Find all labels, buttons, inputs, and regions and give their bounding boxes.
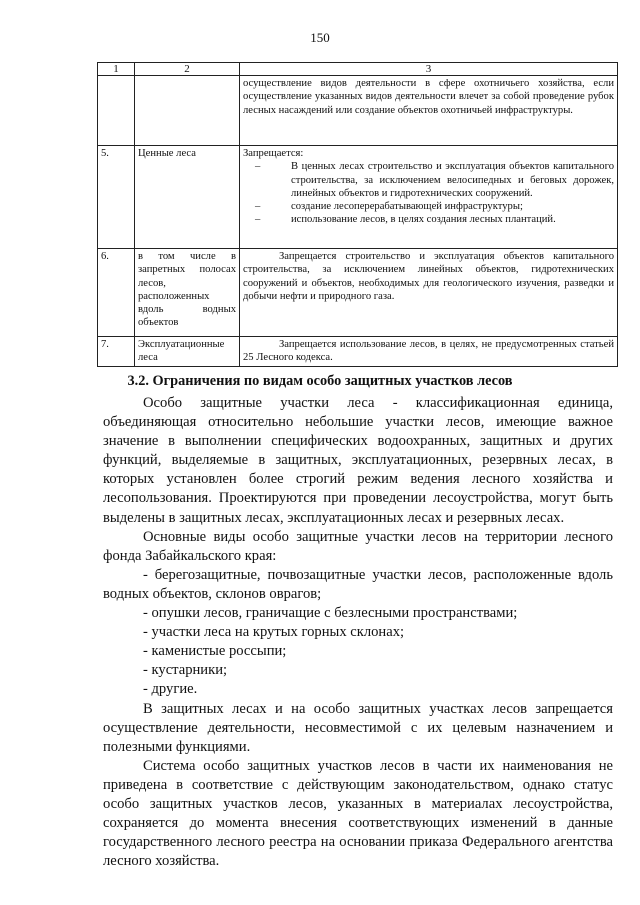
- restriction-list: [240, 146, 618, 249]
- row-number: 6.: [98, 249, 135, 337]
- restriction-intro: Запрещается:: [243, 148, 304, 159]
- table-row: [98, 76, 618, 146]
- restriction-text: осуществление видов деятельности в сфере охотничьего хозяйства, если осуществление указанных видов деятельности влечет за собой проведение рубок лесных насаждений или создание объектов охотничьей инфраструктуры.: [240, 76, 618, 146]
- restriction-text: Запрещается использование лесов, в целях, не предусмотренных статьей 25 Лесного кодекса.: [240, 337, 618, 367]
- table-row: [98, 249, 618, 337]
- restriction-text: Запрещается строительство и эксплуатация объектов капитального строительства, за исключением линейных объектов, гидротехнических сооружений и объектов, необходимых для геологического изучения, разведки и добычи нефти и природного газа.: [240, 249, 618, 337]
- restriction-item: [243, 213, 614, 226]
- list-item: - кустарники;: [143, 662, 228, 679]
- restrictions-table: [97, 62, 618, 367]
- list-item: - опушки лесов, граничащие с безлесными пространствами;: [143, 605, 518, 622]
- body-text: [103, 394, 613, 871]
- forest-category-cell: [135, 76, 240, 146]
- restriction-item: [243, 200, 614, 213]
- paragraph: Особо защитные участки леса - классификационная единица, объединяющая относительно небольшие участки лесов, имеющие важное значение в выполнении специфических водоохранных, защитных и других функций, выделяемые в защитных, эксплуатационных, резервных лесах, в которых установлен более строгий режим ведения лесного хозяйства и лесопользования. Проектируются при проведении лесоустройства, могут быть выделены в защитных лесах, эксплуатационных лесах и резервных лесах.: [103, 395, 613, 526]
- paragraph: В защитных лесах и на особо защитных участках лесов запрещается осуществление деятельности, несовместимой с их целевым назначением и полезными функциями.: [103, 700, 613, 755]
- forest-category: Эксплуатационные леса: [135, 337, 240, 367]
- column-header: 2: [135, 63, 240, 76]
- list-item: - каменистые россыпи;: [143, 643, 287, 660]
- paragraph: Основные виды особо защитные участки лесов на территории лесного фонда Забайкальского края:: [103, 528, 613, 564]
- table-header-row: [98, 63, 618, 76]
- row-number-cell: [98, 76, 135, 146]
- dash-marker: –: [255, 161, 261, 173]
- restriction-item: [243, 160, 614, 200]
- table-row: [98, 146, 618, 249]
- row-number: 7.: [98, 337, 135, 367]
- table-row: [98, 337, 618, 367]
- section-heading: 3.2. Ограничения по видам особо защитных участков лесов: [127, 373, 513, 389]
- restriction-item-text: создание лесоперерабатывающей инфраструктуры;: [291, 201, 523, 213]
- row-number: 5.: [98, 146, 135, 249]
- paragraph: Система особо защитных участков лесов в части их наименования не приведена в соответствие с действующим законодательством, однако статус особо защитных участков лесов, указанных в материалах лесоустройства, сохраняется до момента внесения соответствующих изменений в данные государственного лесного реестра на основании приказа Федерального агентства лесного хозяйства.: [103, 757, 613, 870]
- dash-marker: –: [255, 214, 261, 226]
- page-number: 150: [310, 30, 330, 45]
- forest-category: в том числе в запретных полосах лесов, расположенных вдоль водных объектов: [135, 249, 240, 337]
- forest-category: Ценные леса: [135, 146, 240, 249]
- column-header: 3: [240, 63, 618, 76]
- restriction-item-text: использование лесов, в целях создания лесных плантаций.: [291, 214, 556, 226]
- list-item: - берегозащитные, почвозащитные участки лесов, расположенные вдоль водных объектов, склонов оврагов;: [103, 566, 613, 602]
- list-item: - участки леса на крутых горных склонах;: [143, 624, 405, 641]
- restriction-item-text: В ценных лесах строительство и эксплуатация объектов капитального строительства, за исключением велосипедных и беговых дорожек, линейных объектов и гидротехнических сооружений.: [291, 161, 614, 199]
- list-item: - другие.: [143, 681, 198, 698]
- dash-marker: –: [255, 201, 261, 213]
- column-header: 1: [98, 63, 135, 76]
